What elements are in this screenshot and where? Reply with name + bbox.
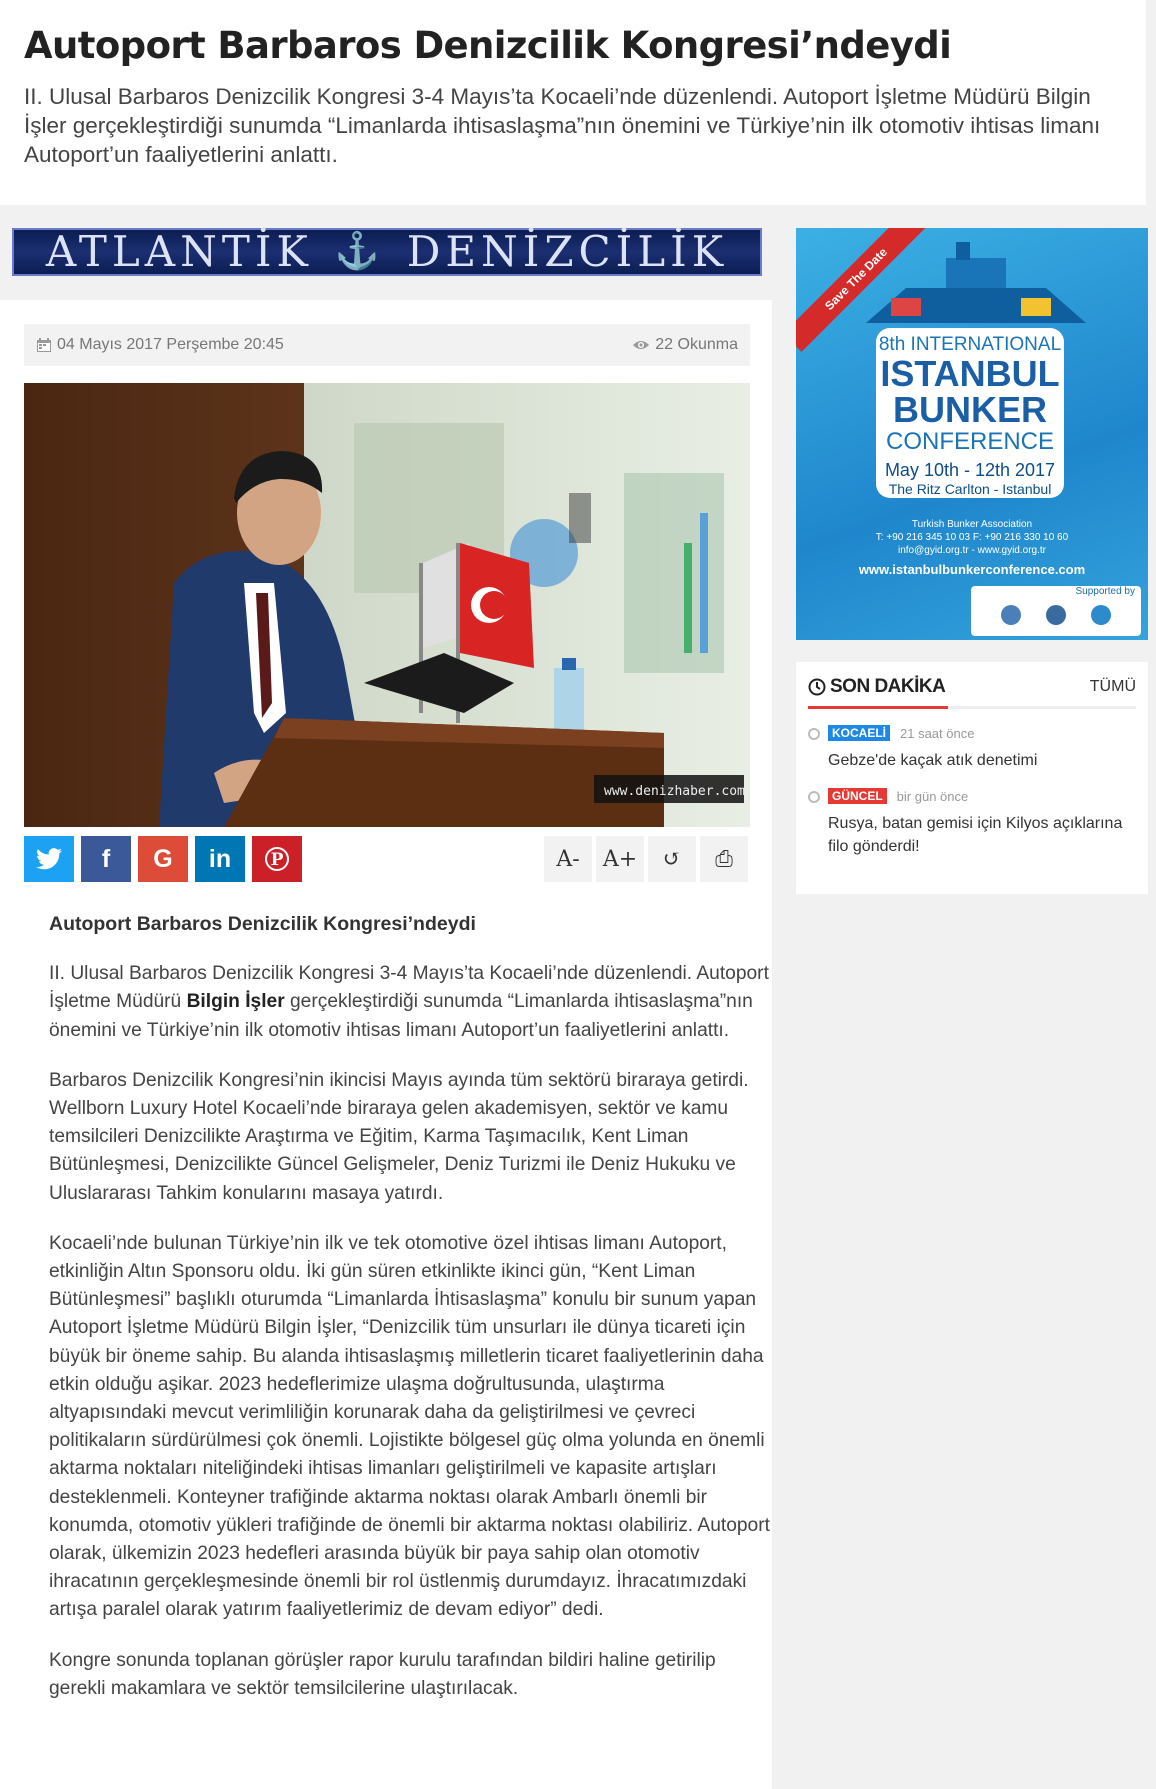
print-button[interactable] — [700, 836, 748, 882]
clock-icon — [808, 678, 826, 696]
breaking-news-header — [808, 676, 1136, 709]
article-paragraph: Kongre sonunda toplanan görüşler rapor kurulu tarafından bildiri haline getirilip gerekli makamlara ve sektör temsilcilerine ulaştırılacak. — [49, 1649, 716, 1699]
category-badge: KOCAELİ — [828, 725, 890, 741]
facebook-icon: f — [101, 844, 111, 873]
google-icon: G — [153, 844, 173, 873]
all-news-link[interactable]: TÜMÜ — [1089, 678, 1136, 695]
speaker-photo — [24, 383, 750, 827]
page-title: Autoport Barbaros Denizcilik Kongresi’ndeydi — [24, 24, 952, 67]
banner-left-text: ATLANTİK — [45, 227, 313, 276]
sponsor-logos — [971, 597, 1141, 631]
anchor-icon: ⚓ — [334, 231, 385, 272]
article-paragraph: Barbaros Denizcilik Kongresi’nin ikincisi Mayıs ayında tüm sektörü biraraya getirdi. Wellborn Luxury Hotel Kocaeli’nde biraraya gelen akademisyen, sektör ve kamu temsilcileri Denizcilikte Araştırma ve Eğitim, Karma Taşımacılık, Kent Liman Bütünleşmesi, Denizcilikte Güncel Gelişmeler, Deniz Turizmi ile Deniz Hukuku ve Uluslararası Tahkim konularını masaya yatırdı. — [49, 1069, 749, 1204]
twitter-share-button[interactable] — [24, 836, 74, 882]
ad-supporters: Supported by — [971, 586, 1141, 636]
view-count: 22 Okunma — [632, 336, 738, 354]
font-decrease-icon: A- — [556, 846, 580, 872]
pinterest-icon — [264, 846, 290, 872]
news-list-item[interactable] — [808, 788, 1136, 858]
category-badge: GÜNCEL — [828, 788, 887, 804]
banner-right-text: DENİZCİLİK — [406, 227, 729, 276]
publish-date: 04 Mayıs 2017 Perşembe 20:45 — [36, 336, 284, 354]
ad-organizer-info: Turkish Bunker Association T: +90 216 345 10 03 F: +90 216 330 10 60 info@gyid.org.tr - www.gyid.org.tr — [875, 519, 1069, 556]
linkedin-icon: in — [208, 844, 232, 873]
article-heading: Autoport Barbaros Denizcilik Kongresi’ndeydi — [49, 913, 476, 935]
article-photo[interactable] — [24, 383, 750, 827]
article-paragraph: II. Ulusal Barbaros Denizcilik Kongresi 3-4 Mayıs’ta Kocaeli’nde düzenlendi. Autoport İşletme Müdürü Bilgin İşler gerçekleştirdiği sunumda “Limanlarda ihtisaslaşma”nın önemini ve Türkiye’nin ilk otomotiv ihtisas limanı Autoport’un faaliyetlerini anlattı. — [49, 963, 769, 1041]
google-share-button[interactable] — [138, 836, 188, 882]
font-decrease-button[interactable] — [544, 836, 592, 882]
news-time: 21 saat önce — [900, 725, 975, 741]
article-body — [49, 910, 777, 1725]
svg-text:P: P — [270, 850, 284, 870]
print-icon: ⎙ — [715, 846, 733, 872]
news-title: Gebze'de kaçak atık denetimi — [828, 752, 1038, 769]
bullet-icon — [808, 728, 820, 740]
linkedin-share-button[interactable] — [195, 836, 245, 882]
news-list-item[interactable] — [808, 725, 1136, 772]
ad-url: www.istanbulbunkerconference.com — [858, 562, 1086, 577]
bullet-icon — [808, 791, 820, 803]
twitter-icon — [36, 848, 62, 870]
article-paragraph: Kocaeli’nde bulunan Türkiye’nin ilk ve tek otomotive özel ihtisas limanı Autoport, etkinliğin Altın Sponsoru oldu. İki gün süren etkinlikte ikinci gün, “Kent Liman Bütünleşmesi” başlıklı oturumda “Limanlarda İhtisaslaşma” konulu bir sunum yapan Autoport İşletme Müdürü Bilgin İşler, “Denizcilik tüm unsurları ile dünya ticareti için büyük bir öneme sahip. Bu alanda ihtisaslaşmış milletlerin ticaret faaliyetlerinin daha etkin olduğu aşikar. 2023 hedeflerimize ulaşma doğrultusunda, ulaştırma altyapısındaki mevcut verimliliğin korunarak daha da geliştirilmesi ve çevreci politikaların sürdürülmesi çok önemli. Lojistikte bölgesel güç olma yolunda en önemli aktarma noktaları niteliğindeki ihtisas limanları geliştirilmeli ve kapasite artışları desteklenmeli. Konteyner trafiğinde aktarma noktası olarak Ambarlı önemli bir konumda, otomotiv yükleri trafiğinde de önemli bir aktarma noktası olabiliriz. Autoport olarak, ülkemizin 2023 hedefleri arasında büyük bir paya sahip olan otomotiv ihracatının gerçekleşmesinde önemli bir rol üstlenmiş durumdayız. İhracatımızdaki artışa paralel olarak yatırım faaliyetlerimiz de devam ediyor” dedi. — [49, 1232, 770, 1621]
font-increase-button[interactable] — [596, 836, 644, 882]
news-title: Rusya, batan gemisi için Kilyos açıklarına filo gönderdi! — [828, 815, 1123, 855]
photo-watermark: www.denizhaber.com — [604, 784, 745, 799]
save-the-date-ribbon: Save The Date — [796, 228, 929, 352]
breaking-news-title: SON DAKİKA — [808, 676, 945, 698]
calendar-icon — [36, 337, 52, 353]
facebook-share-button[interactable] — [81, 836, 131, 882]
ad-title-card: 8th INTERNATIONAL ISTANBUL BUNKER CONFERENCE May 10th - 12th 2017 The Ritz Carlton - Istanbul — [876, 328, 1064, 498]
article-card — [0, 300, 772, 1789]
article-header — [0, 0, 1146, 205]
eye-icon — [632, 339, 650, 351]
article-meta-bar — [24, 324, 750, 366]
reset-font-button[interactable] — [648, 836, 696, 882]
share-buttons — [24, 836, 302, 882]
atlantik-denizcilik-banner[interactable] — [12, 228, 762, 276]
news-time: bir gün önce — [896, 788, 969, 804]
reset-icon: ↺ — [662, 846, 682, 872]
article-tools — [544, 836, 748, 882]
article-summary: II. Ulusal Barbaros Denizcilik Kongresi 3-4 Mayıs’ta Kocaeli’nde düzenlendi. Autoport İşletme Müdürü Bilgin İşler gerçekleştirdiği sunumda “Limanlarda ihtisaslaşma”nın önemini ve Türkiye’nin ilk otomotiv ihtisas limanı Autoport’un faaliyetlerini anlattı. — [24, 84, 1101, 167]
ship-illustration — [796, 228, 1148, 338]
font-increase-icon: A+ — [602, 846, 638, 872]
speaker-name: Bilgin İşler — [186, 991, 285, 1013]
bunker-conference-ad[interactable] — [796, 228, 1148, 640]
breaking-news-widget — [796, 662, 1148, 894]
pinterest-share-button[interactable] — [252, 836, 302, 882]
